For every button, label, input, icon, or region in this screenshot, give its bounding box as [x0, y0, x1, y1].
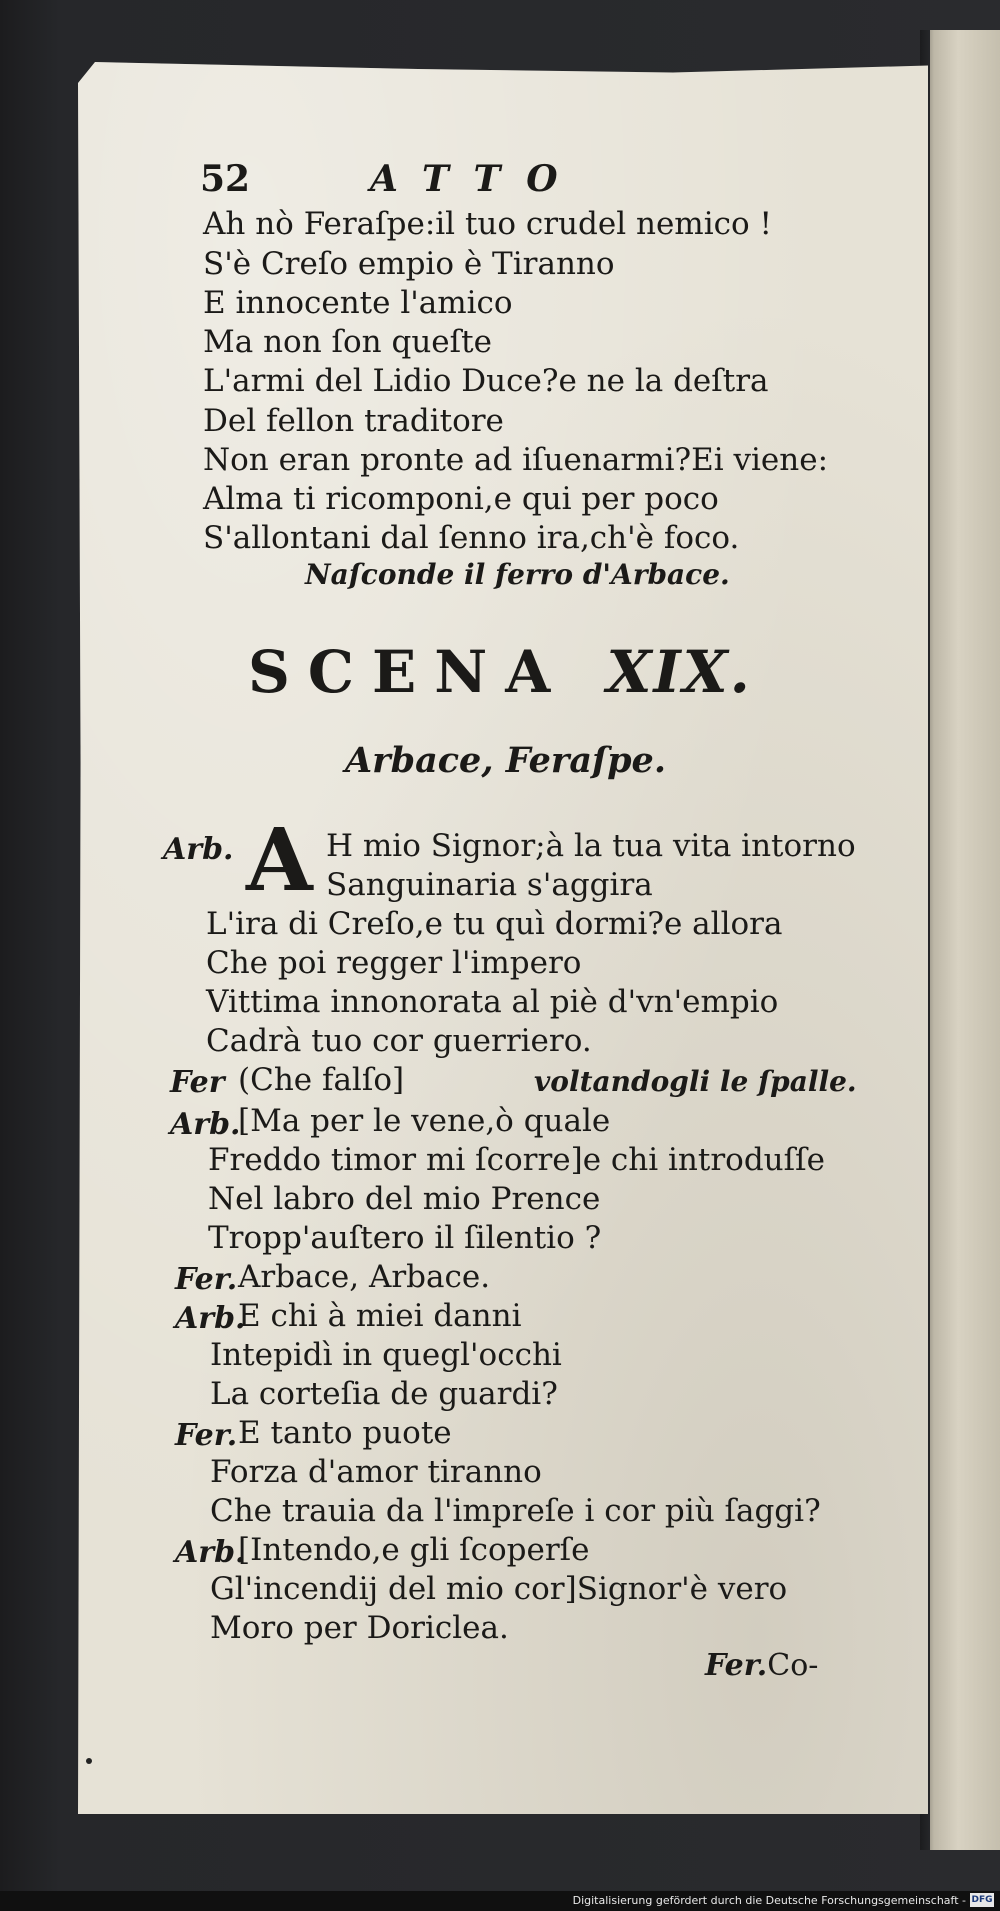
dialogue-line: Nel labro del mio Prence — [208, 1181, 601, 1217]
stage-direction: voltandogli le ſpalle. — [534, 1065, 857, 1098]
drop-cap: A — [246, 810, 313, 911]
dialogue-line: Freddo timor mi ſcorre]e chi introduſſe — [208, 1142, 825, 1178]
dialogue-line: Moro per Doriclea. — [210, 1610, 509, 1646]
dialogue-line: E tanto puote — [238, 1415, 452, 1451]
verse-line: Ah nò Feraſpe:il tuo crudel nemico ! — [203, 206, 772, 242]
dialogue-line: Vittima innonorata al piè d'vn'empio — [206, 984, 779, 1020]
verse-line: E innocente l'amico — [203, 285, 513, 321]
scene-number: XIX. — [606, 638, 752, 706]
footer-credit: Digitalisierung gefördert durch die Deutsche Forschungsgemeinschaft - — [572, 1894, 966, 1907]
verse-line: S'allontani dal ſenno ira,ch'è foco. — [203, 520, 740, 556]
speaker-label: Arb. — [170, 1107, 241, 1142]
dialogue-line: Tropp'auſtero il ſilentio ? — [208, 1220, 602, 1256]
dialogue-line: Cadrà tuo cor guerriero. — [206, 1023, 592, 1059]
dialogue-line: [Ma per le vene,ò quale — [238, 1103, 611, 1139]
dialogue-line: La corteſia de guardi? — [210, 1376, 558, 1412]
speaker-label: Fer — [170, 1065, 225, 1100]
dialogue-line: (Che falſo] — [238, 1062, 405, 1098]
page-number: 52 — [200, 158, 251, 200]
dialogue-line: E chi à miei danni — [238, 1298, 522, 1334]
ink-dot — [86, 1758, 92, 1764]
next-page-edge — [930, 30, 1000, 1850]
dialogue-line: [Intendo,e gli ſcoperſe — [238, 1532, 590, 1568]
scene-heading — [248, 638, 752, 706]
speaker-label: Arb. — [175, 1535, 246, 1570]
dialogue-line: L'ira di Creſo,e tu quì dormi?e allora — [206, 906, 783, 942]
dialogue-line: Che trauia da l'impreſe i cor più ſaggi? — [210, 1493, 821, 1529]
dialogue-line: Arbace, Arbace. — [238, 1259, 491, 1295]
verse-line: Non eran pronte ad iſuenarmi?Ei viene: — [203, 442, 829, 478]
scene-label: SCENA — [248, 638, 569, 706]
speaker-label: Arb. — [175, 1301, 246, 1336]
speaker-label: Arb. — [163, 832, 234, 867]
catchword-speaker: Fer. — [705, 1648, 768, 1683]
dialogue-line: H mio Signor;à la tua vita intorno — [326, 828, 856, 864]
speaker-label: Fer. — [175, 1262, 238, 1297]
catchword-text: Co- — [767, 1648, 819, 1683]
verse-line: Ma non ſon queſte — [203, 324, 492, 360]
dfg-logo-icon: DFG — [971, 1895, 993, 1905]
verse-line: S'è Creſo empio è Tiranno — [203, 246, 615, 282]
dialogue-line: Che poi regger l'impero — [206, 945, 582, 981]
stage-direction: Naſconde il ferro d'Arbace. — [305, 558, 730, 591]
scene-characters: Arbace, Feraſpe. — [345, 740, 666, 781]
dialogue-line: Sanguinaria s'aggira — [326, 867, 653, 903]
verse-line: Del fellon traditore — [203, 403, 504, 439]
verse-line: Alma ti ricomponi,e qui per poco — [203, 481, 719, 517]
dialogue-line: Forza d'amor tiranno — [210, 1454, 542, 1490]
catchword — [705, 1648, 818, 1683]
dialogue-line: Gl'incendij del mio cor]Signor'è vero — [210, 1571, 788, 1607]
running-title: ATTO — [370, 158, 584, 200]
speaker-label: Fer. — [175, 1418, 238, 1453]
dialogue-line: Intepidì in quegl'occhi — [210, 1337, 562, 1373]
verse-line: L'armi del Lidio Duce?e ne la deſtra — [203, 363, 769, 399]
